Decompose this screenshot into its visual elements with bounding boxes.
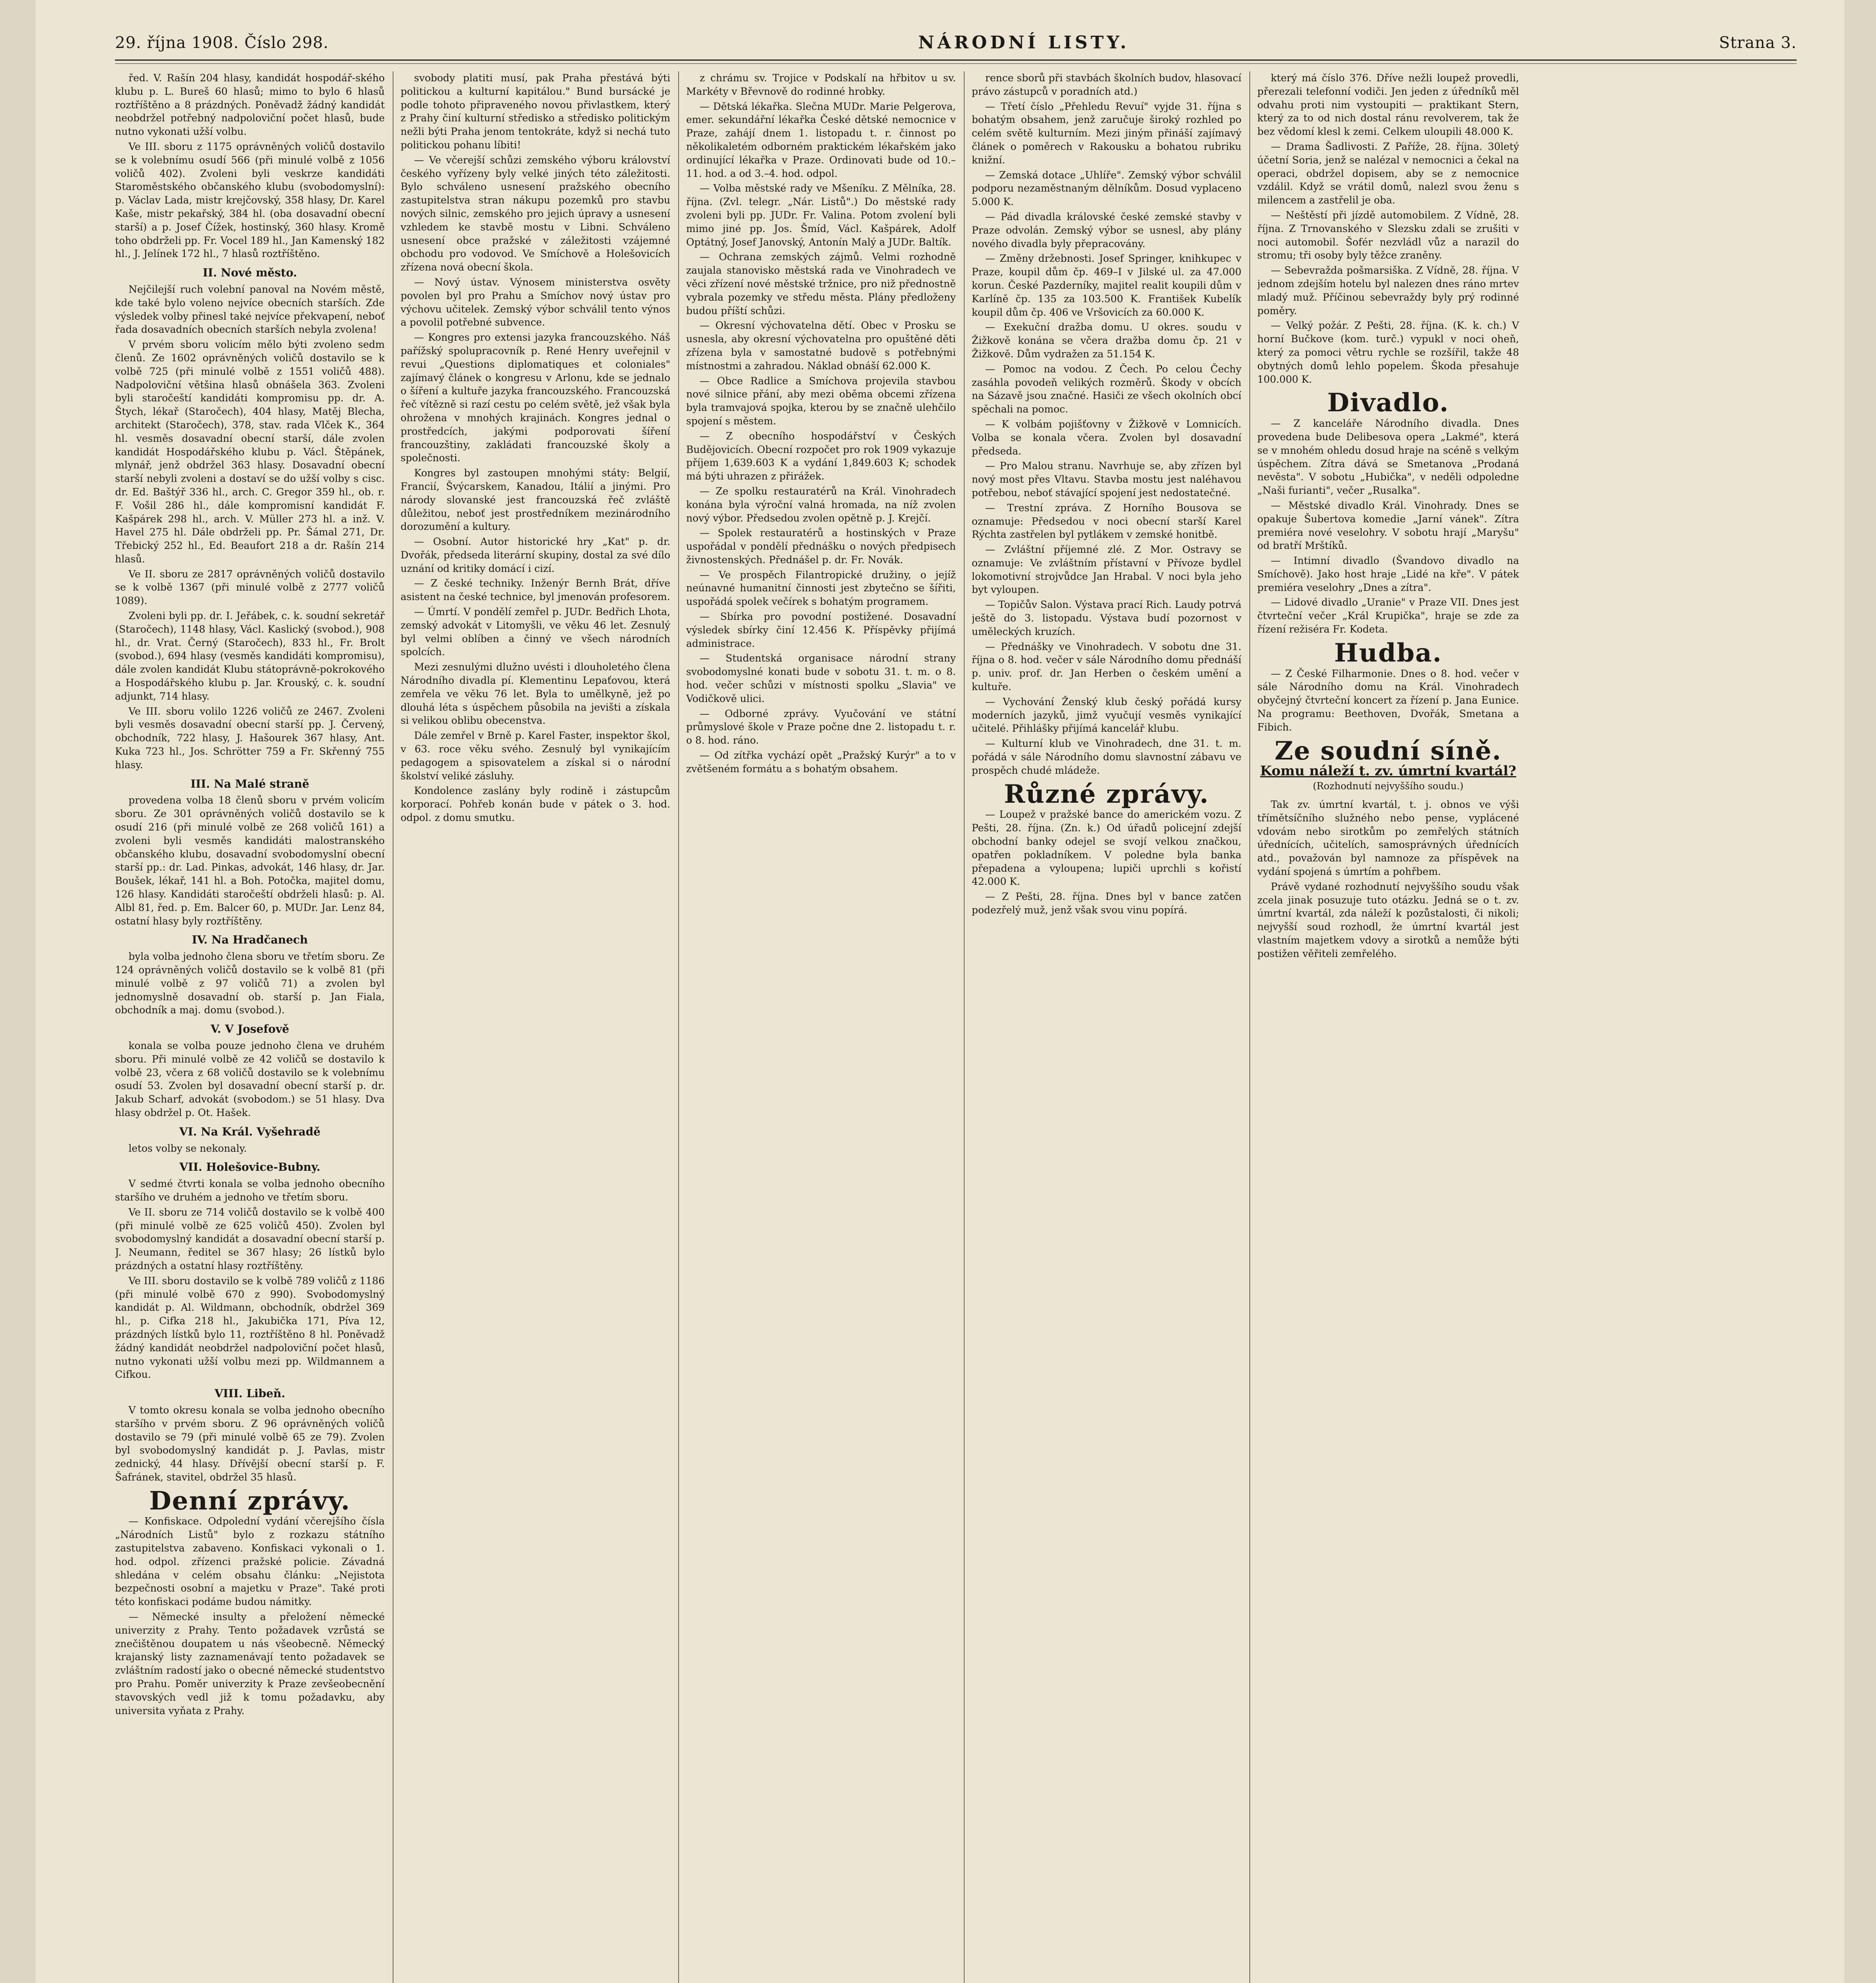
paragraph: — Od zítřka vychází opět „Pražský Kurýr" a to v zvětšeném formátu a s bohatým obsahem. xyxy=(686,750,956,775)
paragraph: — Zvláštní příjemné zlé. Z Mor. Ostravy se oznamuje: Ve zvláštním přístavní v Přívoze bydlel lokomotivní strojvůdce Jan Hrabal. V noci byla jeho byt vyloupen. xyxy=(972,544,1241,596)
paragraph: — Ve prospěch Filantropické družiny, o jejíž neúnavné humanitní činnosti jest zbytečno se šířiti, uspořádá spolek večírek s bohatým programem. xyxy=(686,569,956,608)
column-divider xyxy=(1249,71,1250,1983)
paragraph: — Osobní. Autor historické hry „Kat" p. dr. Dvořák, předseda literární skupiny, dostal za své dílo uznání od kritiky domácí i cizí. xyxy=(401,536,670,574)
paragraph: Dále zemřel v Brně p. Karel Faster, inspektor škol, v 63. roce věku svého. Zesnulý byl vynikajícím pedagogem a spisovatelem a získal si o národní školství veliké zásluhy. xyxy=(401,730,670,782)
column-5-left xyxy=(1257,71,1519,962)
paragraph: — Ze spolku restauratérů na Král. Vinohradech konána byla výroční valná hromada, na níž zvolen nový výbor. Předsedou zvolen opětně p. J. Krejčí. xyxy=(686,485,956,524)
paragraph: — Intimní divadlo (Švandovo divadlo na Smíchově). Jako host hraje „Lidé na kře". V pátek premiéra veselohry „Dnes a zítra". xyxy=(1257,555,1519,593)
paragraph: Kondolence zaslány byly rodině i zástupcům korporací. Pohřeb konán bude v pátek o 3. hod. odpol. z domu smutku. xyxy=(401,785,670,824)
section-heading-ze-soudni-sine: Ze soudní síně. xyxy=(1274,736,1502,766)
paragraph: Ve III. sboru z 1175 oprávněných voličů dostavilo se k volebnímu osudí 566 (při minulé volbě z 1056 voličů 402). Zvoleni byli veskrze kandidáti Staroměstského občanského klubu (svobodomyslní): p. Václav Lada, mistr krejčovský, 358 hlasy, Dr. Karel Kaše, mistr pekařský, 384 hl. (oba dosavadní obecní starší) a p. Josef Čížek, hostinský, 360 hlasy. Kromě toho obdrželi pp. Fr. Vocel 189 hl., Jan Kamenský 182 hl., J. Jelínek 172 hl., 7 hlasů roztříštěno. xyxy=(115,140,385,260)
paragraph: Ve III. sboru volilo 1226 voličů ze 2467. Zvoleni byli vesměs dosavadní obecní starší pp. J. Červený, obchodník, 722 hlasy, J. Hašourek 367 hlasy, Ant. Kuka 723 hl., Jos. Schrötter 759 a Fr. Skřenný 755 hlasy. xyxy=(115,705,385,771)
paragraph: — Ochrana zemských zájmů. Velmi rozhodně zaujala stanovisko městská rada ve Vinohradech ve věci zřízení nové městské tržnice, pro niž přednostně vybrala pozemky ve středu města. Plány předloženy budou příští schůzi. xyxy=(686,251,956,316)
paragraph: — Spolek restauratérů a hostinských v Praze uspořádal v pondělí přednášku o nových předpisech živnostenských. Přednášel p. dr. Fr. Novák. xyxy=(686,527,956,566)
paragraph: — Německé insulty a přeložení německé univerzity z Prahy. Tento požadavek vzrůstá se znečištěnou doupatem u nás všeobecně. Německý krajanský listy zaznamenávají tento požadavek se zvláštním radostí jako o obecné německé studentstvo pro Prahu. Poměr univerzity k Praze zevšeobecnění stavovských vedl již k tomu požadavku, aby universita vyňata z Prahy. xyxy=(115,1611,385,1716)
subheading: IV. Na Hradčanech xyxy=(192,933,308,947)
paragraph: — Exekuční dražba domu. U okres. soudu v Žižkově konána se včera dražba domu čp. 21 v Žižkově. Dům vydražen za 51.154 K. xyxy=(972,321,1241,360)
column-3 xyxy=(686,71,956,1983)
subheading: VI. Na Král. Vyšehradě xyxy=(179,1125,321,1138)
paragraph: — Pro Malou stranu. Navrhuje se, aby zřízen byl nový most přes Vltavu. Stavba mostu jest naléhavou potřebou, neboť stávající spojení jest nedostatečné. xyxy=(972,460,1241,499)
paragraph: — Kongres pro extensi jazyka francouzského. Náš pařížský spolupracovník p. René Henry uveřejnil v revui „Questions diplomatiques et coloniales" zajímavý článek o kongresu v Arlonu, kde se jednalo o šíření a kultuře jazyka francouzského. Francouzská řeč vítězně si razí cestu po celém světě, jež však byla ohrožena v mnohých krajinách. Kongres jednal o prostředcích, jakými podporovati šíření francouzštiny, zakládati francouzské školy a společnosti. xyxy=(401,332,670,464)
paragraph: Nejčilejší ruch volební panoval na Novém městě, kde také bylo voleno nejvíce obecních starších. Zde výsledek volby přinesl také nejvíce překvapení, neboť řada dosavadních obecních starších nebyla zvolena! xyxy=(115,283,385,336)
column-1 xyxy=(115,71,385,1983)
paragraph: — Odborné zprávy. Vyučování ve státní průmyslové škole v Praze počne dne 2. listopadu t. r. o 8. hod. ráno. xyxy=(686,708,956,746)
paragraph: — Trestní zpráva. Z Horního Bousova se oznamuje: Předsedou v noci obecní starší Karel Rýchta zastřelen byl pytlákem v zemské honitbě. xyxy=(972,502,1241,541)
paragraph: který má číslo 376. Dříve nežli loupež provedli, přerezali telefonní vodiči. Jen jeden z úředníků měl odvahu proti nim vystoupiti — praktikant Stern, který za to od nich dostal ránu revolverem, tak že bez vědomí klesl k zemi. Celkem uloupili 48.000 K. xyxy=(1257,72,1519,138)
paragraph: — Městské divadlo Král. Vinohrady. Dnes se opakuje Šubertova komedie „Jarní vánek". Zítra premiéra nové veselohry. V sobotu hrají „Maryšu" od bratří Mrštíků. xyxy=(1257,499,1519,552)
paragraph: Ve II. sboru ze 2817 oprávněných voličů dostavilo se k volbě 1367 (při minulé volbě z 2777 voličů 1089). xyxy=(115,568,385,607)
paragraph: — Topičův Salon. Výstava prací Rich. Laudy potrvá ještě do 3. listopadu. Výstava budí pozornost v uměleckých kruzích. xyxy=(972,599,1241,637)
paragraph: — Lidové divadlo „Uranie" v Praze VII. Dnes jest čtvrteční večer „Král Krupička", hraje se zde za řízení režiséra Fr. Kodeta. xyxy=(1257,596,1519,635)
paragraph: byla volba jednoho člena sboru ve třetím sboru. Ze 124 oprávněných voličů dostavilo se k volbě 81 (při minulé volbě z 97 voličů 71) a zvolen byl jednomyslně dosavadní ob. starší p. Jan Fiala, obchodník a maj. domu (svobod.). xyxy=(115,951,385,1016)
paragraph: Tak zv. úmrtní kvartál, t. j. obnos ve výši třímětsíčního služného nebo pense, vyplácené vdovám nebo sirotkům po zemřelých státních úřednících, učitelích, samosprávných úřednících atd., považován byl namnoze za příspěvek na vydání spojená s úmrtím a pohřbem. xyxy=(1257,799,1519,878)
paragraph: Kongres byl zastoupen mnohými státy: Belgií, Francií, Švýcarskem, Kanadou, Itálií a jinými. Pro národy slovanské jest francouzská řeč zvláště důležitou, neboť jest prostředníkem mezinárodního dorozumění a kultury. xyxy=(401,467,670,533)
paragraph: V prvém sboru volicím mělo býti zvoleno sedm členů. Ze 1602 oprávněných voličů dostavilo se k volbě 725 (při minulé volbě z 1551 voličů 488). Nadpoloviční většina hlasů obnášela 363. Zvoleni byli staročeští kandidáti kompromisu pp. dr. A. Štych, lékař (Staročech), 404 hlasy, Matěj Blecha, architekt (Staročech), 378, stav. rada Vlček K., 364 hl. vesměs dosavadní obecní starší, dále zvolen kandidát Hospodářského klubu p. Václ. Štěpánek, mlynář, jenž obdržel 363 hlasy. Dosavadní obecní starší nebyli zvoleni a dostaví se do užší volby s cisc. dr. Ed. Baštýř 336 hl., arch. C. Gregor 359 hl., ob. r. F. Vošil 286 hl., dále kompromisní kandidát F. Kašpárek 298 hl., arch. V. Müller 273 hl. a inž. V. Havel 275 hl. Dále obdrželi pp. Pr. Šámal 271, Dr. Třebický 252 hl., Ed. Beaufort 218 a dr. Rašín 214 hlasů. xyxy=(115,339,385,565)
paragraph: — Třetí číslo „Přehledu Revuí" vyjde 31. října s bohatým obsahem, jenž zaručuje široký rozhled po celém světě kulturním. Mezi jiným přináší zajímavý článek o poměrech v Rakousku a bohatou rubriku knižní. xyxy=(972,100,1241,166)
paragraph: řed. V. Rašín 204 hlasy, kandidát hospodář-ského klubu p. L. Bureš 60 hlasů; mimo to bylo 6 hlasů roztříštěno a 8 prázdných. Poněvadž žádný kandidát neobdržel potřebný nadpoloviční počet hlasů, bude nutno vykonati užší volbu. xyxy=(115,72,385,138)
subheading: III. Na Malé straně xyxy=(190,777,309,790)
paragraph: — Sebevražda pošmarsiška. Z Vídně, 28. října. V jednom zdejším hotelu byl nalezen dnes ráno mrtev mladý muž. Příčinou sebevraždy byly prý rodinné poměry. xyxy=(1257,265,1519,316)
column-2 xyxy=(401,71,670,1983)
paragraph: svobody platiti musí, pak Praha přestává býti politickou a kulturní kapitálou." Bund bursácké je podle tohoto připraveného novou přivlastkem, který z Prahy činí kulturní středisko a středisko politickým nežli býti Praha jenom tentokráte, když si nechá tuto politickou pohanu líbiti! xyxy=(401,72,670,151)
paragraph: — Z kanceláře Národního divadla. Dnes provedena bude Delibesova opera „Lakmé", která se v mnohém ohledu dosud hraje na scéně s velkým úspěchem. Zítra dává se Smetanova „Prodaná nevěsta". V sobotu „Hubička", v neděli odpoledne „Naši furianti", večer „Rusalka". xyxy=(1257,418,1519,497)
paragraph: — Obce Radlice a Smíchova projevila stavbou nové silnice přání, aby mezi oběma obcemi zřízena byla tramvajová spojka, kterou by se značně ulehčilo spojení s městem. xyxy=(686,375,956,427)
column-divider xyxy=(964,71,965,1983)
paragraph: — K volbám pojišťovny v Žižkově v Lomnicích. Volba se konala včera. Zvolen byl dosavadní předseda. xyxy=(972,418,1241,457)
column-divider xyxy=(678,71,679,1983)
paragraph: — Sbírka pro povodní postižené. Dosavadní výsledek sbírky činí 12.456 K. Příspěvky přijímá administrace. xyxy=(686,611,956,649)
subheading: VIII. Libeň. xyxy=(214,1387,286,1400)
paragraph: provedena volba 18 členů sboru v prvém volicím sboru. Ze 301 oprávněných voličů dostavilo se k osudí 216 (při minulé volbě ze 268 voličů 161) a zvoleni byli vesměs kandidáti malostranského občanského klubu, dosavadní svobodomyslní obecní starší pp.: dr. Lad. Pinkas, advokát, 146 hlasy, dr. Jar. Boušek, lékař, 141 hl. a Boh. Potočka, majitel domu, 126 hlasy. Kandidáti staročeští obdrželi hlasů: p. Al. Albl 81, řed. p. Em. Balcer 60, p. MUDr. Jar. Lenz 84, ostatní hlasy byly roztříštěny. xyxy=(115,794,385,927)
paragraph: — Pomoc na vodou. Z Čech. Po celou Čechy zasáhla povodeň velikých rozměrů. Škody v obcích na Sázavě jsou značné. Hasiči ze všech okolních obcí spěchali na pomoc. xyxy=(972,363,1241,415)
paragraph: — Z české techniky. Inženýr Bernh Brát, dříve asistent na české technice, byl jmenován profesorem. xyxy=(401,577,670,603)
paragraph: — Velký požár. Z Pešti, 28. října. (K. k. ch.) V horní Bučkove (kom. turč.) vypukl v noci oheň, který za pomoci větru rychle se rozšířil, takže 48 obytných domů lehlo popelem. Škoda přesahuje 100.000 K. xyxy=(1257,320,1519,385)
paragraph: — Přednášky ve Vinohradech. V sobotu dne 31. října o 8. hod. večer v sále Národního domu přednáší p. univ. prof. dr. Jan Herben o českém umění a kultuře. xyxy=(972,641,1241,693)
paragraph: Mezi zesnulými dlužno uvésti i dlouholetého člena Národního divadla pí. Klementinu Lepaťovou, která zemřela ve věku 76 let. Byla to umělkyně, jež po dlouhá léta s úspěchem působila na jevišti a získala si velikou oblibu obecenstva. xyxy=(401,661,670,727)
paragraph: — Změny držebnosti. Josef Springer, knihkupec v Praze, koupil dům čp. 469–I v Jilské ul. za 47.000 korun. České Pazderníky, majitel realit koupili dům v Karlíně čp. 135 za 103.500 K. František Kubelík koupil dům čp. 406 ve Vršovicích za 60.000 K. xyxy=(972,253,1241,318)
paragraph: — Ve včerejší schůzi zemského výboru království českého vyřízeny byly velké jiných této záležitosti. Bylo schváleno usnesení pražského obecního zastupitelstva stran nákupu pozemků pro stavbu nových silnic, zemského pro jejich úpravy a usnesení vzhledem ke stavbě mostu v Libni. Schváleno usnesení obce pražské v záležitosti vzájemné obchodu pro vodovod. Ve Smíchově a Holešovicích zřízena nová obecní škola. xyxy=(401,154,670,273)
subheading: V. V Josefově xyxy=(210,1022,290,1036)
paragraph: rence sborů při stavbách školních budov, hlasovací právo zástupců v poradních atd.) xyxy=(972,72,1241,97)
paragraph: — Z obecního hospodářství v Českých Budějovicích. Obecní rozpočet pro rok 1909 vykazuje příjem 1,639.603 K a vydání 1,849.603 K; schodek má býti uhrazen z přirážek. xyxy=(686,430,956,482)
paragraph: — Dětská lékařka. Slečna MUDr. Marie Pelgerova, emer. sekundářní lékařka České dětské nemocnice v Praze, zahájí dnem 1. listopadu t. r. činnost po několikaletém odborném praktickém lékařském jako ordinující lékařka v Praze. Ordinovati bude od 10.–11. hod. a od 3.–4. hod. odpol. xyxy=(686,100,956,179)
paragraph: — Z České Filharmonie. Dnes o 8. hod. večer v sále Národního domu na Král. Vinohradech obyčejný čtvrteční koncert za řízení p. Jana Eunice. Na programu: Beethoven, Dvořák, Smetana a Fibich. xyxy=(1257,667,1519,733)
paragraph: — Volba městské rady ve Mšeníku. Z Mělníka, 28. října. (Zvl. telegr. „Nár. Listů".) Do městské rady zvoleni byli pp. JUDr. Fr. Valina. Potom zvolení byli mimo jiné pp. Jos. Šmíd, Václ. Kašpárek, Adolf Optátný, Josef Janovský, Antonín Malý a JUDr. Baltík. xyxy=(686,182,956,248)
paragraph: — Pád divadla královské české zemské stavby v Praze odvolán. Zemský výbor se usnesl, aby plány nového divadla byly přepracovány. xyxy=(972,211,1241,249)
column-5 xyxy=(1257,71,1797,1983)
section-heading-divadlo: Divadlo. xyxy=(1327,388,1449,418)
paragraph: Právě vydané rozhodnutí nejvyššího soudu však zcela jinak posuzuje tuto otázku. Jedná se o t. zv. úmrtní kvartál, zda náleží k pozůstalosti, či nikoli; nejvyšší soud rozhodl, že úmrtní kvartál jest vlastním majetkem vdovy a sirotků a nemůže býti postižen věřiteli zemřelého. xyxy=(1257,880,1519,959)
paragraph: Ve III. sboru dostavilo se k volbě 789 voličů z 1186 (při minulé volbě 670 z 990). Svobodomyslný kandidát p. Al. Wildmann, obchodník, obdržel 369 hl., p. Cifka 218 hl., Jakubička 171, Píva 12, prázdných lístků bylo 11, roztříštěno 8 hl. Poněvadž žádný kandidát neobdržel nadpoloviční počet hlasů, nutno vykonati užší volbu mezi pp. Wildmannem a Cifkou. xyxy=(115,1275,385,1381)
section-heading-denni-zpravy: Denní zprávy. xyxy=(149,1486,351,1516)
header-page-number: Strana 3. xyxy=(1719,33,1797,52)
paragraph: — Studentská organisace národní strany svobodomyslné konati bude v sobotu 31. t. m. o 8. hod. večer schůzi v místnosti spolku „Slavia" ve Vodičkově ulici. xyxy=(686,652,956,704)
columns xyxy=(115,71,1797,1983)
article-subtitle: (Rozhodnutí nejvyššího soudu.) xyxy=(1313,781,1464,792)
subheading: II. Nové město. xyxy=(203,266,297,280)
paragraph: — Kulturní klub ve Vinohradech, dne 31. t. m. pořádá v sále Národního domu slavnostní zábavu ve prospěch chudé mládeže. xyxy=(972,738,1241,776)
paragraph: — Drama Šadlivosti. Z Paříže, 28. října. 30letý účetní Soria, jenž se nalézal v nemocnici a čekal na operaci, obdržel dopisem, aby se z nemocnice vzdálil. Když se vrátil domů, nalezl svou ženu s milencem a zastřelil je oba. xyxy=(1257,140,1519,206)
paragraph: — Okresní výchovatelna dětí. Obec v Prosku se usnesla, aby okresní výchovatelna pro opuštěné děti zřízena byla v samostatné budově s potřebnými místnostmi a zahradou. Náklad obnáší 62.000 K. xyxy=(686,320,956,372)
paragraph: z chrámu sv. Trojice v Podskalí na hřbitov u sv. Markéty v Břevnově do rodinné hrobky. xyxy=(686,72,956,97)
paragraph: — Z Pešti, 28. října. Dnes byl v bance zatčen podezřelý muž, jenž však svou vinu popírá. xyxy=(972,891,1241,916)
page-header xyxy=(115,28,1797,58)
paragraph: letos volby se nekonaly. xyxy=(129,1142,247,1154)
paragraph: — Neštěstí při jízdě automobilem. Z Vídně, 28. října. Z Trnovanského v Slezsku zdali se zrušiti v noci automobil. Šofér nezvládl vůz a narazil do stromu; tři osoby byly těžce zraněny. xyxy=(1257,209,1519,261)
paragraph: — Úmrtí. V pondělí zemřel p. JUDr. Bedřich Lhota, zemský advokát v Litomyšli, ve věku 46 let. Zesnulý byl velmi oblíben a činný ve všech národních spolcích. xyxy=(401,606,670,658)
paragraph: Zvoleni byli pp. dr. I. Jeřábek, c. k. soudní sekretář (Staročech), 1148 hlasy, Václ. Kaslický (svobod.), 908 hl., dr. Vrat. Černý (Staročech), 833 hl., Fr. Brolt (svobod.), 694 hlasy (vesměs kandidáti kompromisu), dále zvolen kandidát Klubu státoprávně-pokrokového a Hospodářského klubu p. Jar. Krouský, c. k. soudní adjunkt, 714 hlasy. xyxy=(115,610,385,702)
paragraph: — Loupež v pražské bance do americkém vozu. Z Pešti, 28. října. (Zn. k.) Od úřadů policejní zdejší obchodní banky odejel se svojí velkou značkou, opatřen pokladníkem. V poledne byla banka přepadena a vyloupena; lupiči uprchli s kořistí 42.000 K. xyxy=(972,809,1241,888)
section-heading-ruzne-zpravy: Různé zprávy. xyxy=(1004,779,1209,809)
header-rule-thin xyxy=(115,63,1797,64)
header-title: NÁRODNÍ LISTY. xyxy=(918,33,1130,53)
paragraph: — Vychování Ženský klub český pořádá kursy moderních jazyků, jimž vyučují vesměs vynikající učitelé. Přihlášky přijímá kancelář klubu. xyxy=(972,696,1241,735)
paragraph: V sedmé čtvrti konala se volba jednoho obecního staršího ve druhém a jednoho ve třetím sboru. xyxy=(115,1178,385,1203)
paragraph: — Konfiskace. Odpolední vydání včerejšího čísla „Národních Listů" bylo z rozkazu státního zastupitelstva zabaveno. Konfiskaci vykonali o 1. hod. odpol. zřízenci pražské policie. Závadná shledána v celém obsahu článku: „Nejistota bezpečnosti osobní a majetku v Praze". Také proti této konfiskaci podáme budou námitky. xyxy=(115,1515,385,1608)
paragraph: — Zemská dotace „Uhlíře". Zemský výbor schválil podporu nezaměstnaným dělníkům. Dosud vyplaceno 5.000 K. xyxy=(972,169,1241,208)
subheading: VII. Holešovice-Bubny. xyxy=(179,1160,320,1174)
paragraph: Ve II. sboru ze 714 voličů dostavilo se k volbě 400 (při minulé volbě ze 625 voličů 450). Zvolen byl svobodomyslný kandidát a dosavadní obecní starší p. J. Neumann, ředitel se 367 hlasy; 26 lístků bylo prázdných a ostatní hlasy roztříštěny. xyxy=(115,1206,385,1271)
paragraph: V tomto okresu konala se volba jednoho obecního staršího v prvém sboru. Z 96 oprávněných voličů dostavilo se 79 (při minulé volbě 65 ze 79). Zvolen byl svobodomyslný kandidát p. J. Pavlas, mistr zednický, 44 hlasy. Dřívější obecní starší p. F. Šafránek, stavitel, obdržel 35 hlasů. xyxy=(115,1404,385,1483)
article-title: Komu náleží t. zv. úmrtní kvartál? xyxy=(1260,763,1516,779)
header-rule xyxy=(115,59,1797,61)
section-heading-hudba: Hudba. xyxy=(1334,638,1442,668)
paragraph: konala se volba pouze jednoho člena ve druhém sboru. Při minulé volbě ze 42 voličů se dostavilo k volbě 23, včera z 68 voličů dostavilo se k volebnímu osudí 53. Zvolen byl dosavadní obecní starší p. dr. Jakub Scharf, advokát (svobodom.) se 51 hlasy. Dva hlasy obdržel p. Ot. Hašek. xyxy=(115,1039,385,1118)
paragraph: — Nový ústav. Výnosem ministerstva osvěty povolen byl pro Prahu a Smíchov nový ústav pro výchovu učitelek. Zemský výbor schválil tento výnos a povolil potřebné subvence. xyxy=(401,276,670,328)
header-date-issue: 29. října 1908. Číslo 298. xyxy=(115,33,329,52)
newspaper-page xyxy=(36,0,1844,1983)
column-4 xyxy=(972,71,1241,1983)
